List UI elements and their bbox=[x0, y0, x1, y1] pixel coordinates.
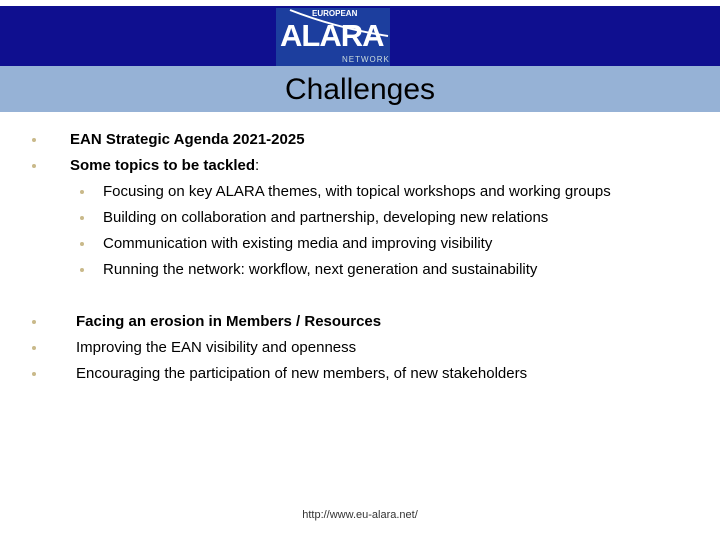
sub-bullet-item: Focusing on key ALARA themes, with topical workshops and working groups bbox=[103, 183, 611, 200]
logo-main-text: ALARA bbox=[280, 18, 384, 53]
bullet-icon bbox=[32, 138, 36, 142]
bullet-icon bbox=[32, 320, 36, 324]
bullet-icon bbox=[80, 190, 84, 194]
bullet-icon bbox=[80, 216, 84, 220]
logo-bottom-text: NETWORK bbox=[342, 55, 390, 64]
logo-top-text: EUROPEAN bbox=[312, 9, 358, 18]
sub-bullet-item: Building on collaboration and partnership, developing new relations bbox=[103, 209, 549, 226]
slide-title: Challenges bbox=[284, 73, 436, 106]
bullet-item bbox=[70, 157, 259, 175]
alara-logo bbox=[276, 8, 390, 66]
bullet-icon bbox=[80, 268, 84, 272]
bullet-item: Facing an erosion in Members / Resources bbox=[76, 313, 382, 330]
sub-bullet-item: Running the network: workflow, next generation and sustainability bbox=[103, 261, 538, 278]
bullet-icon bbox=[32, 164, 36, 168]
bullet-suffix: : bbox=[255, 157, 260, 174]
bullet-icon bbox=[80, 242, 84, 246]
sub-bullet-item: Communication with existing media and improving visibility bbox=[103, 235, 493, 252]
bullet-item: Encouraging the participation of new members, of new stakeholders bbox=[76, 365, 528, 382]
bullet-icon bbox=[32, 346, 36, 350]
bullet-item: EAN Strategic Agenda 2021-2025 bbox=[70, 131, 305, 148]
footer-link[interactable]: http://www.eu-alara.net/ bbox=[302, 509, 418, 521]
bullet-text: Some topics to be tackled bbox=[70, 157, 256, 174]
bullet-item: Improving the EAN visibility and openness bbox=[76, 339, 357, 356]
bullet-icon bbox=[32, 372, 36, 376]
